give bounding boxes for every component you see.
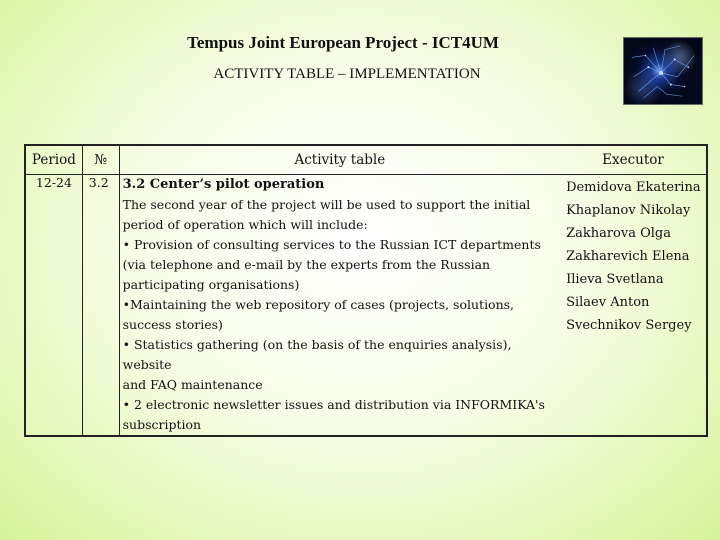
cell-number: 3.2 <box>82 175 119 437</box>
activity-line: and FAQ maintenance <box>122 377 263 392</box>
table-row <box>25 175 707 437</box>
column-header-activity: Activity table <box>119 145 560 175</box>
activity-heading: 3.2 Center’s pilot operation <box>122 177 325 192</box>
project-logo-image <box>623 37 703 105</box>
executor-name: Zakharova Olga <box>566 226 672 241</box>
activity-line: • Statistics gathering (on the basis of the enquiries analysis), website <box>122 337 512 372</box>
table-header-row <box>25 145 707 175</box>
column-header-number: № <box>82 145 119 175</box>
cell-period: 12-24 <box>35 175 72 190</box>
cell-activity <box>119 175 560 437</box>
activity-line: success stories) <box>122 317 223 332</box>
executor-name: Ilieva Svetlana <box>566 272 664 287</box>
activity-line: • Provision of consulting services to the Russian ICT departments <box>122 237 541 252</box>
activity-line: period of operation which will include: <box>122 217 368 232</box>
activity-line: The second year of the project will be used to support the initial <box>122 197 531 212</box>
executor-name: Demidova Ekaterina <box>566 180 701 195</box>
activity-line: (via telephone and e-mail by the experts from the Russian <box>122 257 491 272</box>
activity-line: subscription <box>122 417 202 432</box>
activity-line: participating organisations) <box>122 277 300 292</box>
cell-executor <box>560 175 707 437</box>
activity-line: •Maintaining the web repository of cases (projects, solutions, <box>122 297 515 312</box>
executor-name: Silaev Anton <box>566 295 650 310</box>
executor-name: Svechnikov Sergey <box>566 318 692 333</box>
page-subtitle: ACTIVITY TABLE – IMPLEMENTATION <box>213 66 481 82</box>
column-header-executor: Executor <box>560 145 707 175</box>
activity-table <box>24 144 708 437</box>
executor-name: Khaplanov Nikolay <box>566 203 691 218</box>
activity-line: • 2 electronic newsletter issues and distribution via INFORMIKA's <box>122 397 545 412</box>
page-title: Tempus Joint European Project - ICT4UM <box>187 33 499 52</box>
executor-name: Zakharevich Elena <box>566 249 690 264</box>
column-header-period: Period <box>25 145 82 175</box>
